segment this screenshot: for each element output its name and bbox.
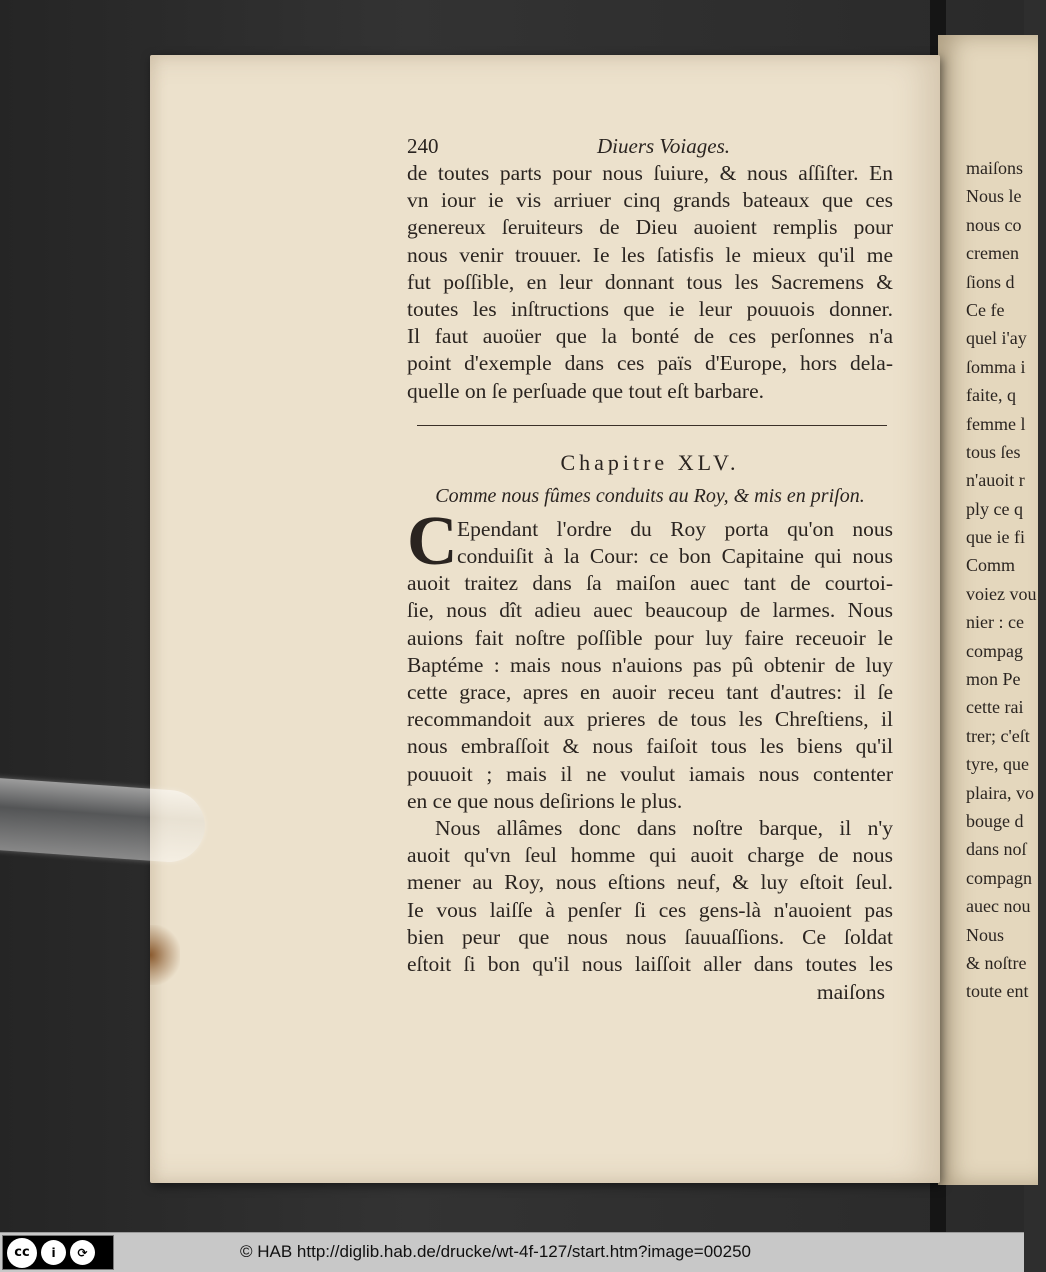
page-stain [150,925,180,985]
facing-line: ſions d [966,271,1015,292]
cc-license-badge[interactable] [2,1235,114,1270]
facing-line: compagn [966,867,1032,888]
running-head: Diuers Voiages. [597,134,730,158]
share-alike-icon: ⟳ [70,1240,95,1265]
paragraph-1 [407,502,893,815]
text-line: conduiſit à la Cour: ce bon Capitaine qui nous [457,544,893,569]
chapter-title: Chapitre XLV. [560,449,740,475]
chapter-subtitle: Comme nous fûmes conduits au Roy, & mis en priſon. [435,484,865,507]
page-number: 240 [407,134,439,158]
catchword: maiſons [816,980,885,1005]
page-text [407,134,893,1006]
facing-line: tyre, que [966,754,1029,775]
text-line: ſie, nous dît adieu auec beaucoup de larmes. Nous [407,598,893,623]
facing-line: ſomma i [966,356,1026,377]
text-line: Ie vous laiſſe à penſer ſi ces gens-là n'auoient pas [407,897,893,922]
facing-page-text [966,154,1046,1006]
facing-line: mon Pe [966,669,1021,690]
text-line: vn iour ie vis arriuer cinq grands bateaux que ces [407,188,893,213]
section-rule [417,425,887,426]
text-line: bien peur que nous nous ſauuaſſions. Ce ſoldat [407,924,893,949]
facing-line: bouge d [966,810,1024,831]
facing-line: femme l [966,413,1026,434]
attribution-icon: i [41,1240,66,1265]
facing-line: plaira, vo [966,782,1034,803]
text-line: toutes les inſtructions que ie leur pouuois donner. [407,297,893,322]
text-line: pouuoit ; mais il ne voulut iamais nous contenter [407,761,893,786]
text-line: de toutes parts pour nous ſuiure, & nous aſſiſter. En [407,161,893,185]
facing-line: voiez vou [966,583,1037,604]
text-line: fut poſſible, en leur donnant tous les Sacremens & [407,269,893,294]
cc-icon: cc [7,1238,37,1268]
facing-line: compag [966,640,1023,661]
facing-line: maiſons [966,158,1023,178]
text-line: quelle on ſe perſuade que tout eſt barbare. [407,378,764,403]
facing-line: toute ent [966,981,1029,1002]
text-line: auoit qu'vn ſeul homme qui auoit charge de nous [407,843,893,868]
facing-line: trer; c'eſt [966,725,1030,746]
text-line: auoit traitez dans ſa maiſon auec tant de courtoi- [407,571,893,596]
text-line: Ependant l'ordre du Roy porta qu'on nous [457,516,893,541]
text-line: point d'exemple dans ces païs d'Europe, hors dela- [407,351,893,376]
text-line: eſtoit ſi bon qu'il nous laiſſoit aller dans toutes les [407,952,893,977]
text-line: Nous allâmes donc dans noſtre barque, il n'y [435,816,893,841]
footer-bar [0,1232,1024,1272]
drop-cap: C [407,502,458,580]
credit-link[interactable]: © HAB http://diglib.hab.de/drucke/wt-4f-127/start.htm?image=00250 [240,1242,752,1261]
facing-line: quel i'ay [966,328,1027,349]
text-line: recommandoit aux prieres de tous les Chreſtiens, il [407,707,893,732]
facing-line: cette rai [966,697,1024,718]
facing-line: faite, q [966,385,1016,406]
facing-line: Ce fe [966,299,1005,320]
text-line: en ce que nous deſirions le plus. [407,788,683,813]
facing-line: tous ſes [966,441,1021,462]
facing-line: auec nou [966,896,1031,917]
text-line: Baptéme : mais nous n'auions pas pû obtenir de luy [407,652,893,677]
text-line: Il faut auoüer que la bonté de ces perſonnes n'a [407,324,893,349]
glass-page-weight [0,778,207,865]
facing-line: nier : ce [966,612,1024,633]
facing-line: que ie fi [966,527,1025,548]
paragraph-2 [407,815,893,978]
text-line: genereux ſeruiteurs de Dieu auoient remplis pour [407,215,893,240]
facing-line: Nous le [966,186,1022,207]
page-header [407,134,893,160]
text-line: nous embraſſoit & nous faiſoit tous les biens qu'il [407,734,893,759]
facing-line: & noſtre [966,952,1027,973]
facing-line: nous co [966,214,1022,235]
facing-line: n'auoit r [966,470,1025,491]
text-line: nous venir trouuer. Ie les ſatisfis le mieux qu'il me [407,242,893,267]
text-line: auions fait noſtre poſſible pour luy faire receuoir le [407,625,893,650]
facing-line: dans noſ [966,839,1027,860]
top-paragraph [407,160,893,405]
text-line: cette grace, apres en auoir receu tant d'autres: il ſe [407,680,893,705]
facing-line: ply ce q [966,498,1023,519]
facing-line: Comm [966,555,1016,576]
text-line: mener au Roy, nous eſtions neuf, & luy eſtoit ſeul. [407,870,893,895]
facing-line: Nous [966,924,1005,945]
facing-line: cremen [966,243,1019,264]
